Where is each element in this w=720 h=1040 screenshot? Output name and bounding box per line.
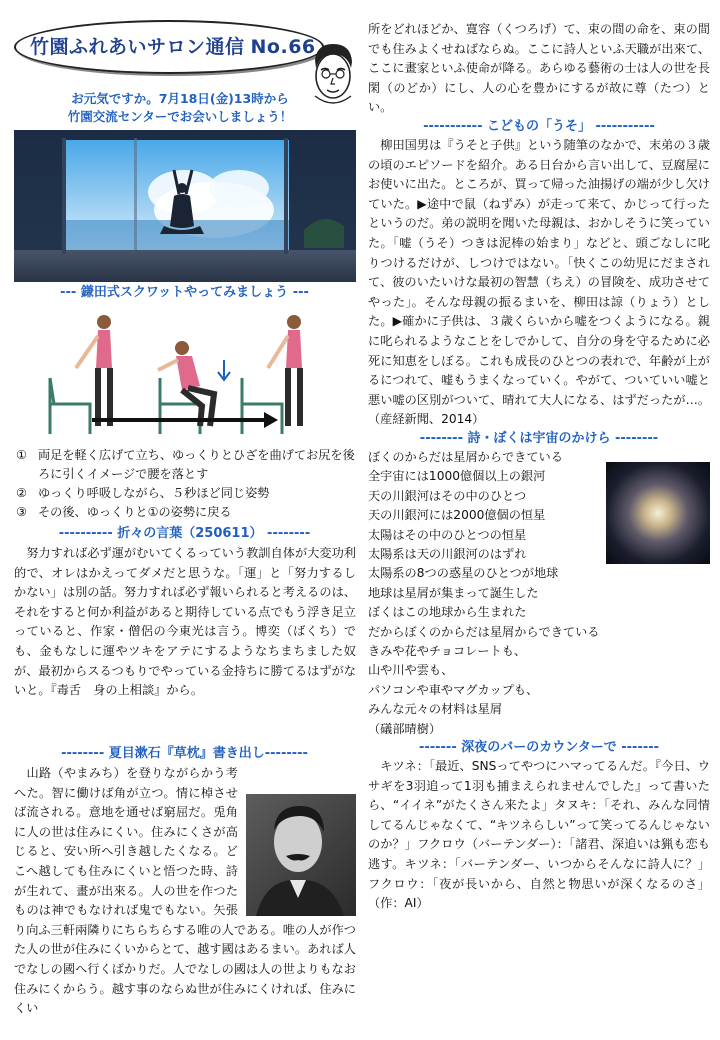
soseki-body-wrap [14,764,356,1019]
poem-line: パソコンや車やマグカップも、 [368,682,539,697]
words-body: 努力すれば必ず運がむいてくるっていう教訓自体が大変功利的で、オレはかえってダメだと思うな。「運」と「努力するしかない」は別の話。努力すれば必ず報いられると考えるのは、それをすると何か利益があると期待している点でもう浮き足立っていると、作家・僧侶の今東光は言う。博奕（ばくち）でも、金もなしに運やツキをアテにするようなちまちました奴が、最初からスるつもりでやっている金持ちに勝てるはずがないと。『毒舌 身の上相談』から。 [14,546,356,698]
squat-illustration [32,308,352,438]
squat-steps [16,446,356,522]
left-column [12,18,357,1016]
step-text: 両足を軽く広げて立ち、ゆっくりとひざを曲げてお尻を後ろに引くイメージで腰を落とす [38,448,355,481]
step-text: ゆっくり呼吸しながら、５秒ほど同じ姿勢 [38,486,270,500]
poem-line: 太陽はその中のひとつの恒星 [368,527,527,542]
poem-author: （礒部晴樹） [368,721,442,736]
poem-line: 山や川や雲も、 [368,663,454,678]
poem-line: 天の川銀河には2000億個の恒星 [368,508,546,523]
invitation-text [30,90,330,126]
child-lie-heading: ----------- こどもの「うそ」 ----------- [423,118,655,134]
soseki-heading: -------- 夏目漱石『草枕』書き出し-------- [61,746,308,761]
invite-line-2: 竹園交流センターでお会いしましょう！ [67,109,293,124]
poem-body [368,448,710,739]
step-1 [16,446,356,484]
portrait-icon [246,794,356,916]
step-number: ① [16,448,27,462]
invite-line-1: お元気ですか。7月18日(金)13時から [71,91,289,106]
step-2 [16,484,356,503]
right-column [368,20,710,914]
poem-line: 太陽系の8つの惑星のひとつが地球 [368,566,559,581]
step-3 [16,503,356,522]
person-silhouette-image [14,130,356,282]
poem-line: 地球は星屑が集まって誕生した [368,585,539,600]
words-heading: ---------- 折々の言葉（250611） -------- [58,526,311,541]
poem-line: きみや花やチョコレートも、 [368,643,527,658]
title-main: 竹園ふれあいサロン通信 [30,36,245,58]
newsletter-title [30,32,316,59]
step-number: ② [16,486,27,500]
chair-icon [50,378,90,434]
poem-line: ぼくはこの地球から生まれた [368,605,527,620]
soseki-text: 山路（やまみち）を登りながらかう考へた。智に働けば角が立つ。情に棹させば流される。意地を通せば窮屈だ。兎角に人の世は住みにくい。住みにくさが高じると、安い所へ引き越したくなる。どこへ越しても住みにくいと悟つた時、詩が生れて、畫が出來る。人の世を作つたものは神でもなければ鬼でもない。矢張り向ふ三軒兩隣りにちらちらする唯の人である。唯の人が作つた人の世が住みにくいからとて、越す國はあるまい。あれば人でなしの國へ行くばかりだ。人でなしの國は人の世よりもなお住みにくからう。越す事のならぬ世が住みにくければ、住みにくい [14,766,356,1016]
step-text: その後、ゆっくりと①の姿勢に戻る [38,505,232,519]
galaxy-image [606,462,710,564]
title-banner [12,18,357,84]
poem-line: 天の川銀河はその中のひとつ [368,488,527,503]
bar-heading: ------- 深夜のバーのカウンターで ------- [418,739,660,755]
poem-heading: -------- 詩・ぼくは宇宙のかけら -------- [419,430,659,446]
poem-line: だからぼくのからだは星屑からできている [368,624,600,639]
squat-heading: --- 鎌田式スクワットやってみましょう --- [60,285,309,300]
child-lie-body: 柳田国男は『うそと子供』という随筆のなかで、末弟の３歳の頃のエピソードを紹介。ある日台から言い出して、豆腐屋にお使いに出た。ところが、買って帰った油揚げの端が少し欠けていた。▶途中で鼠（ねずみ）が走って来て、かじって行ったというのだ。弟の説明を聞いた母親は、おかしそうに笑っていた。「嘘（うそ）つきは泥棒の始まり」などと、頭ごなしに叱りつけるだけが、しつけではない。「快くこの幼児にだまされて、彼のいたいけな最初の智慧（ちえ）の冒険を、成功させてやった」。そんな母親の振るまいを、柳田は諒（りょう）とした。▶確かに子供は、３歳くらいから嘘をつくようになる。親に叱られるようなことをしでかして、自分の身を守るために必死に知恵をしぼる。これも成長のひとつの表れで、年齢が上がるにつれて、嘘もうまくなっていく。やがて、ついていい嘘と悪い嘘の区別がついて、晴れて大人になる、はずだったが…。（産経新聞、2014） [368,137,710,427]
issue-number: No.66 [250,36,316,58]
bar-body: キツネ：「最近、SNSってやつにハマってるんだ。『今日、ウサギを3羽追って1羽も捕まえられませんでした』って書いたら、“イイネ”がたくさん来たよ」タヌキ：「それ、みんな同情してるんじゃなくて、“キツネらしい”って笑ってるんじゃないのか？」フクロウ（バーテンダー）：「諸君、深追いは猟も恋も逃す。キツネ：「バーテンダー、いつからそんなに詩人に？」フクロウ：「夜が長いから、自然と物思いが深くなるのさ」（作：AI） [368,758,710,911]
poem-line: 全宇宙には1000億個以上の銀河 [368,469,546,484]
soseki-continuation: 所をどれほどか、寛容（くつろげ）て、束の間の命を、束の間でも住みよくせねばならぬ。ここに詩人といふ天職が出來て、ここに畫家といふ使命が降る。あらゆる藝術の士は人の世を長閑（のどか）にし、人の心を豊かにするが故に尊（たつ）とい。 [368,22,710,115]
poem-line: ぼくのからだは星屑からできている [368,449,563,464]
stretching-photo [14,130,356,282]
soseki-portrait-image [246,794,356,916]
step-number: ③ [16,505,27,519]
poem-line: 太陽系は天の川銀河のはずれ [368,546,527,561]
poem-line: みんな元々の材料は星屑 [368,702,503,717]
